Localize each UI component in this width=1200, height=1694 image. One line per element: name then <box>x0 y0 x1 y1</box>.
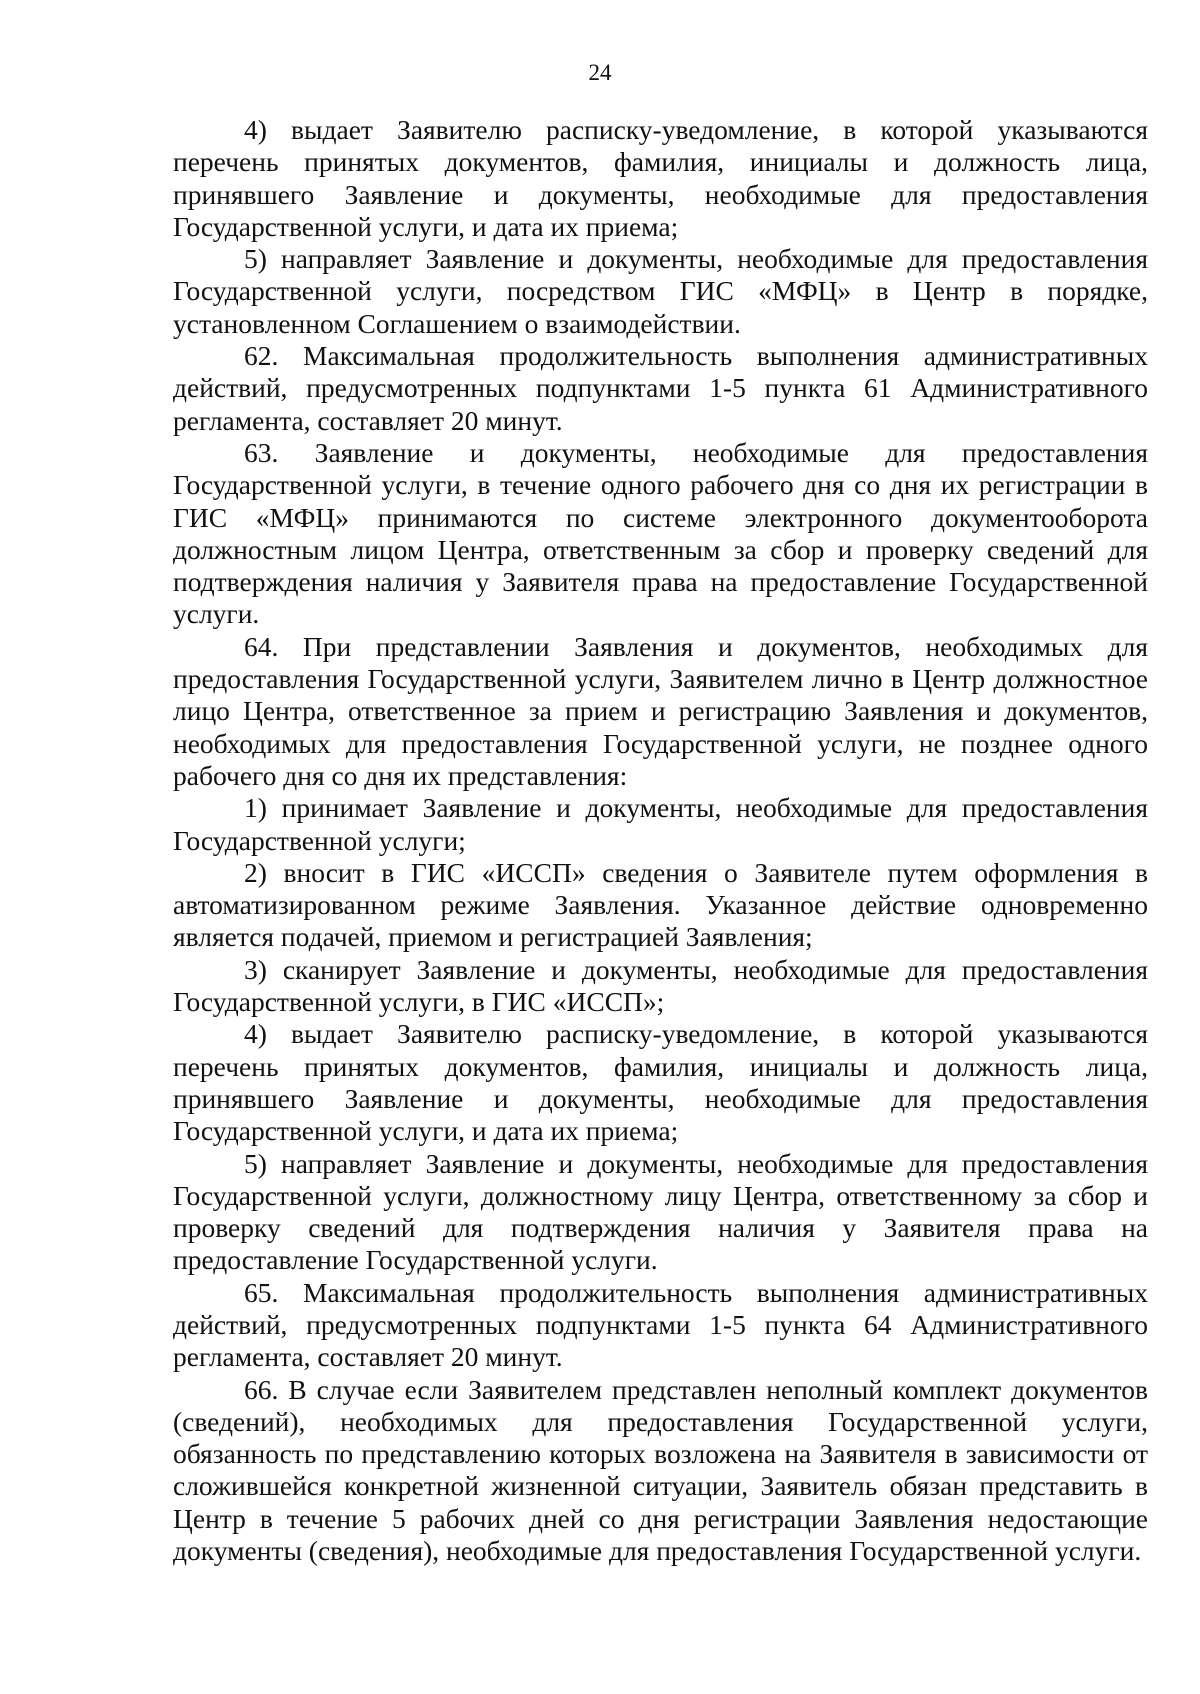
document-body <box>173 114 1148 1567</box>
paragraph-64: 64. При представлении Заявления и документов, необходимых для предоставления Государственной услуги, Заявителем лично в Центр должностное лицо Центра, ответственное за прием и регистрацию Заявления и документов, необходимых для предоставления Государственной услуги, не позднее одного рабочего дня со дня их представления: <box>173 630 1148 791</box>
paragraph-item-5-send-to-center: 5) направляет Заявление и документы, необходимые для предоставления Государственной услуги, посредством ГИС «МФЦ» в Центр в порядке, установленном Соглашением о взаимодействии. <box>173 243 1148 339</box>
paragraph-65: 65. Максимальная продолжительность выполнения административных действий, предусмотренных подпунктами 1-5 пункта 64 Административного регламента, составляет 20 минут. <box>173 1276 1148 1373</box>
page-number: 24 <box>588 60 612 85</box>
paragraph-64-item-1: 1) принимает Заявление и документы, необходимые для предоставления Государственной услуги; <box>173 792 1148 856</box>
paragraph-64-item-2: 2) вносит в ГИС «ИССП» сведения о Заявителе путем оформления в автоматизированном режиме Заявления. Указанное действие одновременно является подачей, приемом и регистрацией Заявления; <box>173 856 1148 953</box>
paragraph-62: 62. Максимальная продолжительность выполнения административных действий, предусмотренных подпунктами 1-5 пункта 61 Административного регламента, составляет 20 минут. <box>173 340 1148 436</box>
paragraph-item-4-receipt: 4) выдает Заявителю расписку-уведомление, в которой указываются перечень принятых документов, фамилия, инициалы и должность лица, принявшего Заявление и документы, необходимые для предоставления Государственной услуги, и дата их приема; <box>173 114 1148 242</box>
paragraph-63: 63. Заявление и документы, необходимые для предоставления Государственной услуги, в течение одного рабочего дня со дня их регистрации в ГИС «МФЦ» принимаются по системе электронного документооборота должностным лицом Центра, ответственным за сбор и проверку сведений для подтверждения наличия у Заявителя права на предоставление Государственной услуги. <box>173 436 1148 630</box>
paragraph-64-item-5: 5) направляет Заявление и документы, необходимые для предоставления Государственной услуги, должностному лицу Центра, ответственному за сбор и проверку сведений для подтверждения наличия у Заявителя права на предоставление Государственной услуги. <box>173 1147 1148 1276</box>
paragraph-66: 66. В случае если Заявителем представлен неполный комплект документов (сведений), необходимых для предоставления Государственной услуги, обязанность по представлению которых возложена на Заявителя в зависимости от сложившейся конкретной жизненной ситуации, Заявитель обязан представить в Центр в течение 5 рабочих дней со дня регистрации Заявления недостающие документы (сведения), необходимые для предоставления Государственной услуги. <box>173 1373 1148 1567</box>
paragraph-64-item-3: 3) сканирует Заявление и документы, необходимые для предоставления Государственной услуги, в ГИС «ИССП»; <box>173 953 1148 1018</box>
paragraph-64-item-4: 4) выдает Заявителю расписку-уведомление, в которой указываются перечень принятых документов, фамилия, инициалы и должность лица, принявшего Заявление и документы, необходимые для предоставления Государственной услуги, и дата их приема; <box>173 1018 1148 1147</box>
